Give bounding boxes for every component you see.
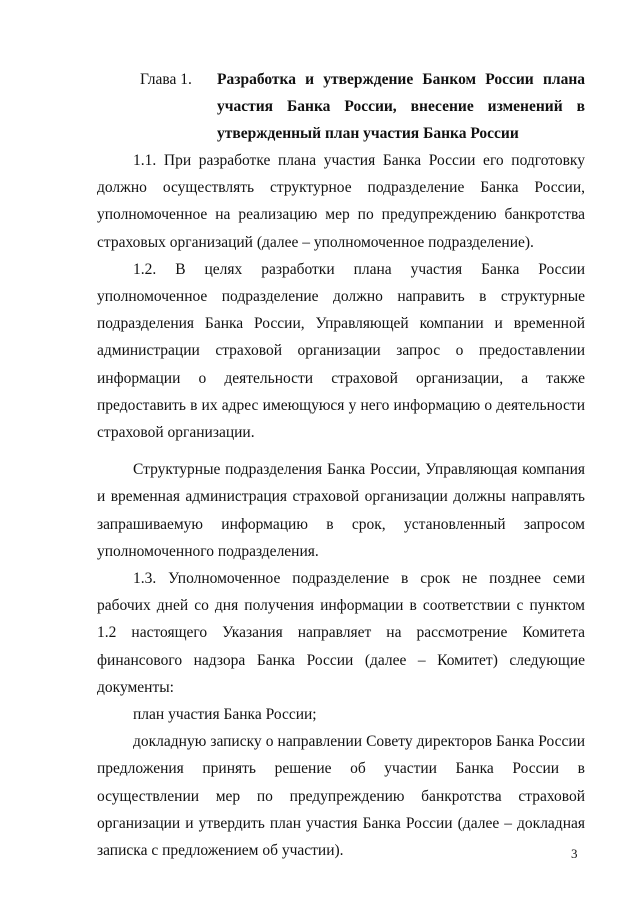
list-item-plan: план участия Банка России; xyxy=(133,706,317,724)
document-body xyxy=(97,147,585,864)
paragraph-1-1: 1.1. При разработке плана участия Банка России его подготовку должно осуществлять структурное подразделение Банка России, уполномоченное на реализацию мер по предупреждению банкротства страховых организаций (далее – уполномоченное подразделение). xyxy=(97,152,585,251)
chapter-title: Разработка и утверждение Банком России плана участия Банка России, внесение изменений в утвержденный план участия Банка России xyxy=(217,71,585,142)
paragraph-1-2-continuation: Структурные подразделения Банка России, Управляющая компания и временная администрация страховой организации должны направлять запрашиваемую информацию в срок, установленный запросом уполномоченного подразделения. xyxy=(97,461,585,560)
list-item-memo: докладную записку о направлении Совету директоров Банка России предложения принять решение об участии Банка России в осуществлении мер по предупреждению банкротства страховой организации и утвердить план участия Банка России (далее – докладная записка с предложением об участии). xyxy=(97,733,585,860)
paragraph-1-2: 1.2. В целях разработки плана участия Банка России уполномоченное подразделение должно направить в структурные подразделения Банка России, Управляющей компании и временной администрации страховой организации запрос о предоставлении информации о деятельности страховой организации, а также предоставить в их адрес имеющуюся у него информацию о деятельности страховой организации. xyxy=(97,260,585,442)
paragraph-1-3: 1.3. Уполномоченное подразделение в срок не позднее семи рабочих дней со дня получения информации в соответствии с пунктом 1.2 настоящего Указания направляет на рассмотрение Комитета финансового надзора Банка России (далее – Комитет) следующие документы: xyxy=(97,570,585,696)
chapter-label: Глава 1. xyxy=(140,71,192,88)
page-number: 3 xyxy=(571,846,578,861)
